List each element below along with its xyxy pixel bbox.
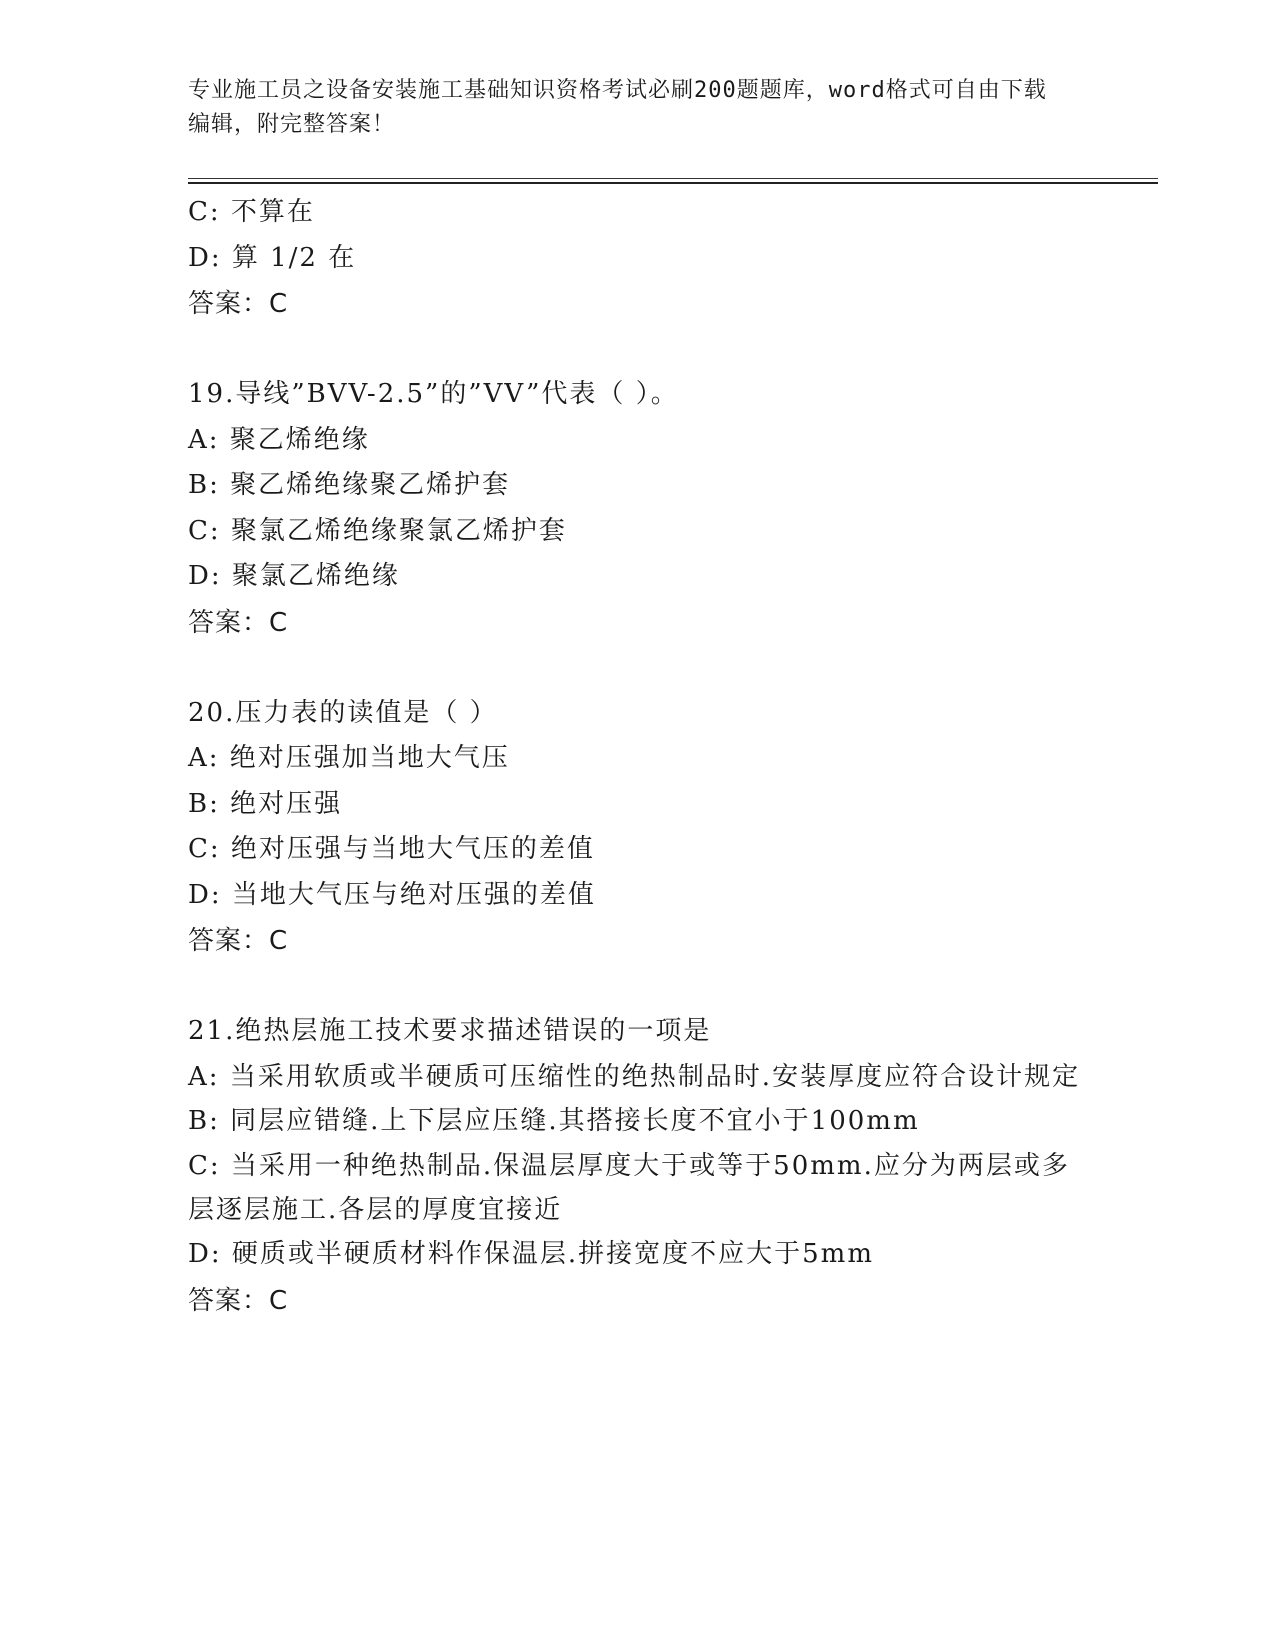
question-carryover — [188, 190, 1088, 327]
question-19 — [188, 372, 1088, 646]
header-divider-thick — [188, 182, 1158, 184]
option-b: B: 绝对压强 — [188, 788, 343, 819]
question-stem: 21.绝热层施工技术要求描述错误的一项是 — [188, 1016, 712, 1046]
option-a: A: 绝对压强加当地大气压 — [188, 743, 510, 773]
option-c: C: 聚氯乙烯绝缘聚氯乙烯护套 — [188, 515, 567, 546]
answer-line: 答案：C — [188, 289, 289, 319]
option-d: D: 硬质或半硬质材料作保温层.拼接宽度不应大于5mm — [188, 1239, 874, 1269]
question-stem: 19.导线”BVV-2.5”的”VV”代表（ ）。 — [188, 379, 679, 409]
option-c: C: 绝对压强与当地大气压的差值 — [188, 834, 595, 864]
answer-line: 答案：C — [188, 607, 289, 638]
question-20 — [188, 691, 1088, 965]
option-c: C: 当采用一种绝热制品.保温层厚度大于或等于50mm.应分为两层或多层逐层施工.各层的厚度宜接近 — [188, 1151, 1070, 1225]
question-21 — [188, 1009, 1088, 1324]
option-b: B: 聚乙烯绝缘聚乙烯护套 — [188, 470, 511, 500]
answer-line: 答案：C — [188, 1285, 289, 1316]
option-d: D: 聚氯乙烯绝缘 — [188, 561, 400, 591]
answer-line: 答案：C — [188, 926, 289, 956]
question-list — [188, 190, 1088, 1324]
question-stem: 20.压力表的读值是（ ） — [188, 697, 498, 728]
option-a: A: 当采用软质或半硬质可压缩性的绝热制品时.安装厚度应符合设计规定 — [188, 1061, 1081, 1092]
option-d: D: 算 1/2 在 — [188, 242, 357, 273]
header-title: 专业施工员之设备安装施工基础知识资格考试必刷200题题库，word格式可自由下载编辑，附完整答案！ — [188, 78, 1047, 137]
option-d: D: 当地大气压与绝对压强的差值 — [188, 879, 596, 910]
option-a: A: 聚乙烯绝缘 — [188, 424, 370, 455]
document-header — [188, 74, 1068, 142]
option-c: C: 不算在 — [188, 197, 315, 227]
option-b: B: 同层应错缝.上下层应压缝.其搭接长度不宜小于100mm — [188, 1105, 920, 1136]
header-divider-thin — [188, 178, 1158, 179]
